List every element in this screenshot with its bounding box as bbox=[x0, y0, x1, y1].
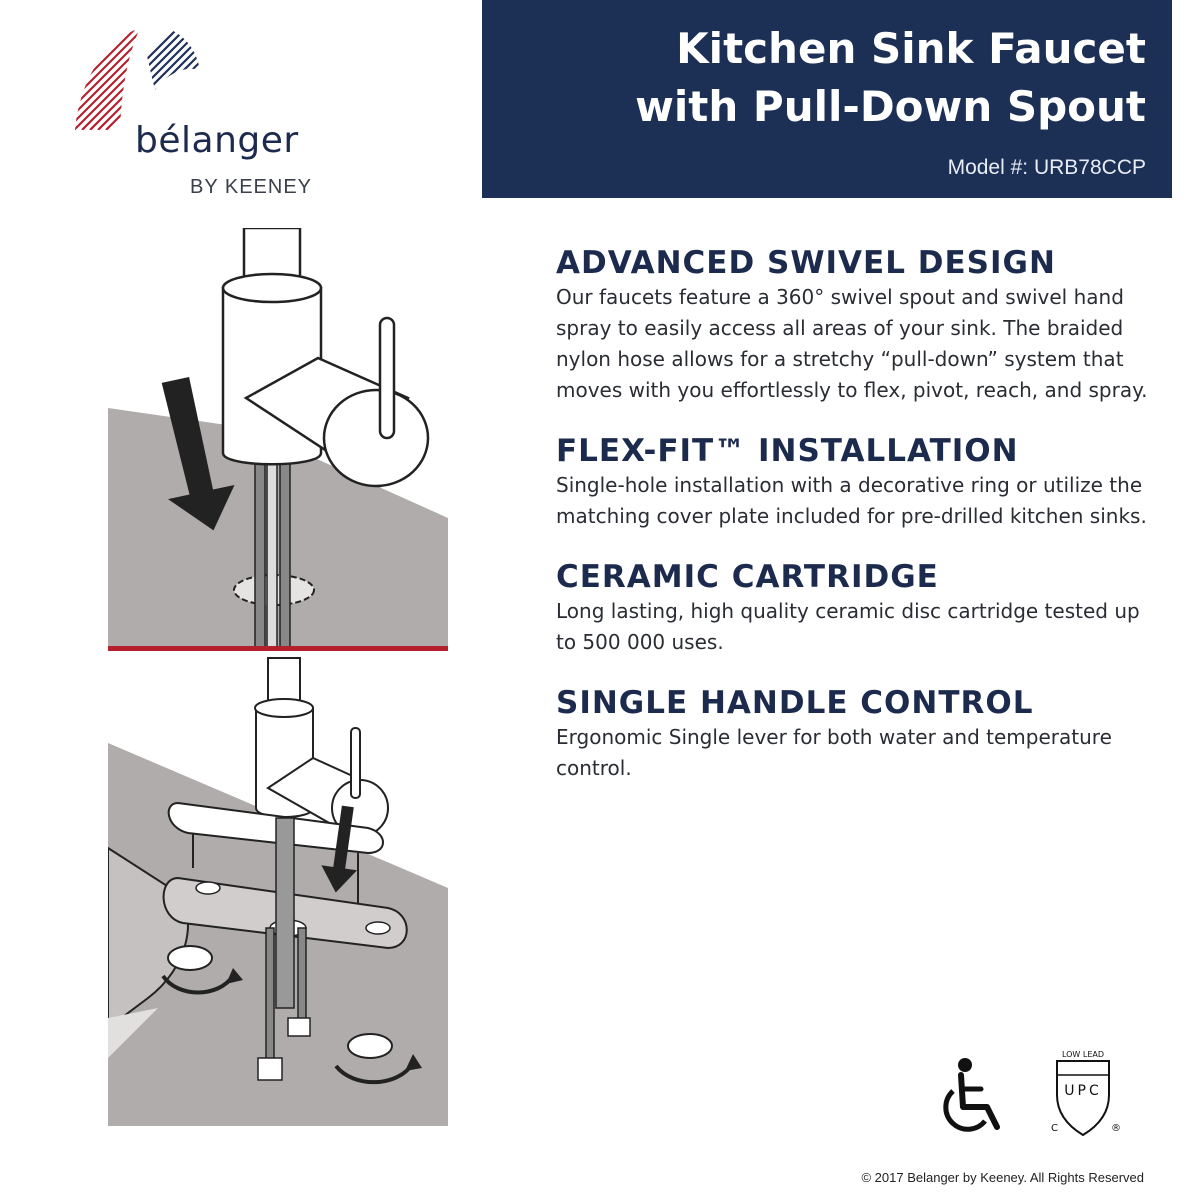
low-lead-label: LOW LEAD bbox=[1061, 1050, 1105, 1059]
feature-body: Our faucets feature a 360° swivel spout and swivel hand spray to easily access all areas of your sink. The braided nylon hose allows for a stretchy “pull-down” system that moves with you effortlessly to flex, pivot, reach, and spray. bbox=[556, 285, 1148, 402]
feature-single-handle bbox=[556, 684, 1156, 784]
brand-logo bbox=[70, 20, 330, 198]
header-banner bbox=[482, 0, 1172, 198]
feature-body: Long lasting, high quality ceramic disc cartridge tested up to 500 000 uses. bbox=[556, 599, 1140, 654]
brand-subtitle: BY KEENEY bbox=[190, 176, 313, 198]
feature-flex-fit bbox=[556, 432, 1156, 532]
product-title bbox=[635, 20, 1146, 136]
feature-body: Single-hole installation with a decorative ring or utilize the matching cover plate included for pre-drilled kitchen sinks. bbox=[556, 473, 1147, 528]
feature-title: SINGLE HANDLE CONTROL bbox=[556, 685, 1034, 721]
feature-title: FLEX-FIT™ INSTALLATION bbox=[556, 433, 1019, 469]
feature-swivel bbox=[556, 244, 1156, 406]
feature-body: Ergonomic Single lever for both water and temperature control. bbox=[556, 725, 1112, 780]
wheelchair-accessible-icon bbox=[946, 1058, 997, 1129]
product-title-line1: Kitchen Sink Faucet bbox=[676, 24, 1146, 73]
feature-title: CERAMIC CARTRIDGE bbox=[556, 559, 939, 595]
feature-ceramic bbox=[556, 558, 1156, 658]
faucet-diagram-icon bbox=[108, 228, 448, 1126]
certification-icons bbox=[935, 1045, 1135, 1145]
feature-list bbox=[556, 244, 1156, 810]
product-title-line2: with Pull-Down Spout bbox=[635, 82, 1146, 131]
upc-label: UPC bbox=[1064, 1083, 1102, 1099]
model-number: Model #: URB78CCP bbox=[947, 156, 1146, 179]
installation-illustration bbox=[108, 228, 448, 1126]
copyright-notice: © 2017 Belanger by Keeney. All Rights Reserved bbox=[861, 1170, 1144, 1185]
logo-mark-icon bbox=[70, 20, 210, 130]
feature-title: ADVANCED SWIVEL DESIGN bbox=[556, 245, 1056, 281]
brand-name: bélanger bbox=[135, 120, 299, 161]
c-mark: C bbox=[1051, 1123, 1058, 1134]
upc-shield-icon bbox=[1051, 1050, 1121, 1135]
registered-mark: ® bbox=[1111, 1123, 1121, 1134]
